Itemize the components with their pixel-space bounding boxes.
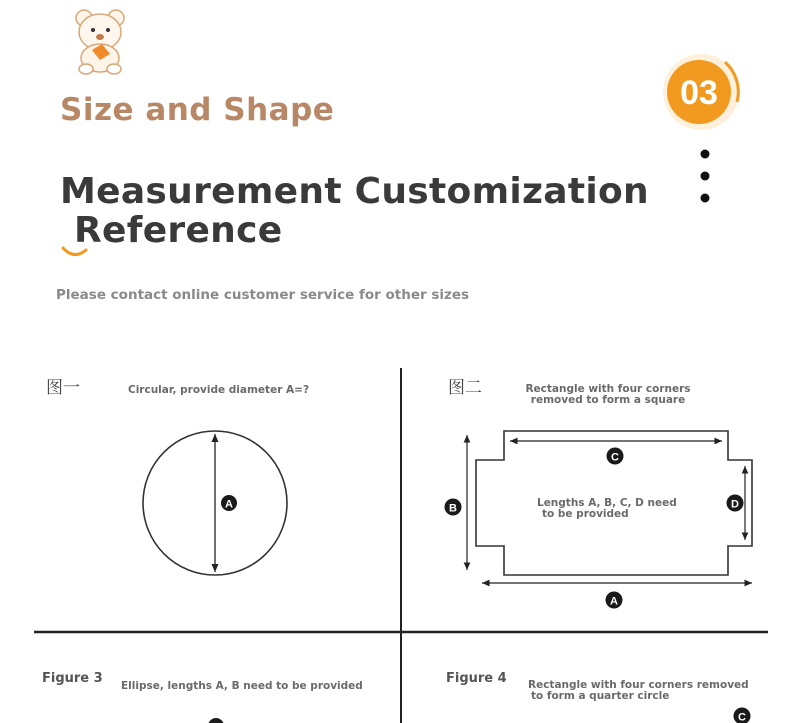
svg-text:D: D bbox=[731, 498, 739, 511]
figure-4-caption-line1: Rectangle with four corners removed bbox=[528, 679, 749, 691]
marker-b-fig2 bbox=[445, 499, 462, 516]
svg-text:A: A bbox=[225, 498, 233, 511]
marker-a-fig1 bbox=[221, 495, 237, 511]
figure-3-caption: Ellipse, lengths A, B need to be provided bbox=[121, 680, 363, 692]
figure-1-caption: Circular, provide diameter A=? bbox=[128, 384, 310, 396]
figure-2-caption bbox=[520, 384, 696, 406]
subtitle: Please contact online customer service for other sizes bbox=[56, 287, 470, 303]
figure-2-label: 图二 bbox=[448, 378, 482, 398]
figure-4-caption-line2: to form a quarter circle bbox=[531, 690, 670, 702]
figure-2-inner-line2: to be provided bbox=[542, 508, 629, 520]
marker-a-fig2 bbox=[606, 592, 623, 609]
section-title: Size and Shape bbox=[60, 92, 335, 128]
svg-text:C: C bbox=[611, 451, 619, 464]
marker-c-fig2 bbox=[607, 448, 624, 465]
figure-2-caption-line2: removed to form a square bbox=[530, 394, 686, 406]
figure-2-inner-line1: Lengths A, B, C, D need bbox=[537, 497, 677, 509]
page-title-line1: Measurement Customization bbox=[60, 171, 649, 212]
svg-text:A: A bbox=[610, 595, 618, 608]
badge-number: 03 bbox=[680, 74, 718, 112]
figure-4-label: Figure 4 bbox=[446, 671, 507, 686]
figure-2-inner-text bbox=[537, 498, 677, 520]
figure-1-label: 图一 bbox=[46, 378, 80, 398]
marker-c-fig4 bbox=[734, 708, 751, 723]
page-title-line2: Reference bbox=[74, 210, 283, 251]
figure-2-caption-line1: Rectangle with four corners bbox=[525, 383, 691, 395]
svg-text:C: C bbox=[738, 711, 746, 723]
figure-4-caption bbox=[528, 680, 749, 702]
marker-partial-fig3 bbox=[208, 718, 224, 723]
figure-3-label: Figure 3 bbox=[42, 671, 103, 686]
marker-d-fig2 bbox=[727, 495, 744, 512]
svg-text:B: B bbox=[449, 502, 457, 515]
